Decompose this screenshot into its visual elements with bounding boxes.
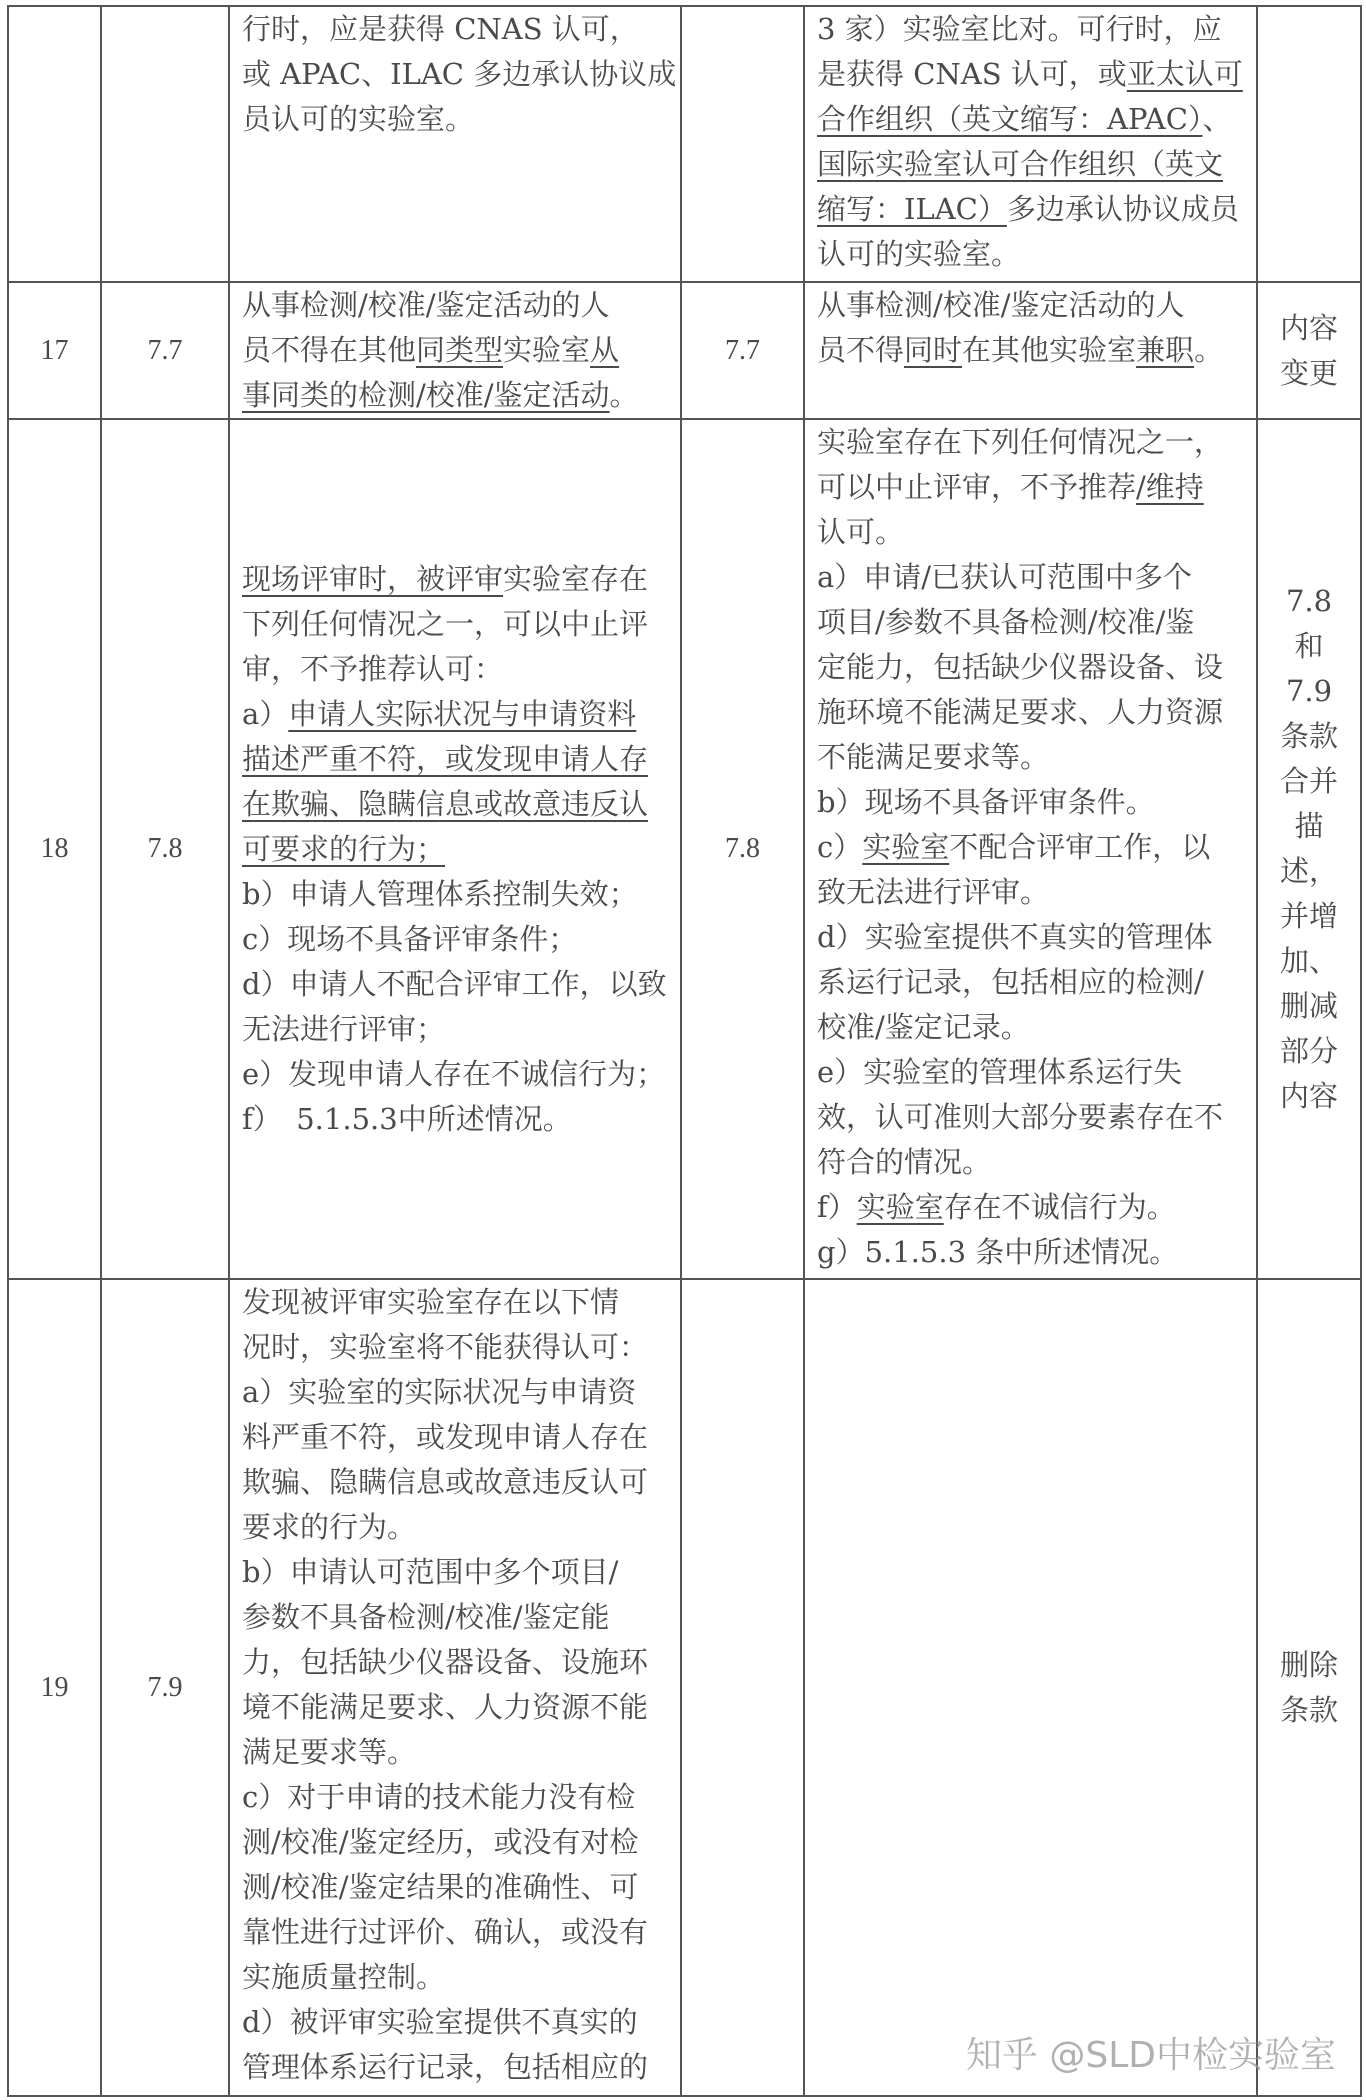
- text-segment: 实施质量控制。: [242, 1960, 446, 1994]
- table-row: [8, 419, 1361, 1279]
- text-line: [817, 510, 1256, 555]
- text-segment: 认可。: [817, 515, 905, 549]
- text-segment: 致无法进行评审。: [817, 875, 1050, 909]
- text-line: [817, 870, 1256, 915]
- text-segment: 定能力，包括缺少仪器设备、设: [817, 650, 1224, 684]
- text-line: [817, 1185, 1256, 1230]
- text-line: [242, 52, 680, 97]
- text-segment: c）对于申请的技术能力没有检: [242, 1780, 636, 1814]
- text-segment: b）申请人管理体系控制失效；: [242, 876, 638, 911]
- text-segment: 员认可的实验室。: [242, 102, 475, 136]
- text-segment: 多边承认协议成员: [1006, 192, 1239, 226]
- remark-line: 内容: [1279, 1079, 1338, 1113]
- text-line: [242, 1685, 680, 1730]
- old-clause-text: [229, 282, 681, 419]
- underlined-segment: 描述严重不符，或发现申请人存: [242, 741, 649, 776]
- old-clause-number: 7.7: [101, 282, 229, 419]
- text-line: [242, 917, 680, 962]
- new-clause-text: [804, 1279, 1257, 2096]
- text-line: [817, 232, 1256, 277]
- text-line: [242, 1370, 680, 1415]
- text-segment: c）: [817, 830, 863, 864]
- text-line: [817, 465, 1256, 510]
- text-segment: c）现场不具备评审条件；: [242, 921, 578, 956]
- text-segment: 审，不予推荐认可：: [242, 651, 504, 686]
- text-line: [242, 1550, 680, 1595]
- text-segment: 况时，实验室将不能获得认可：: [242, 1330, 649, 1364]
- text-segment: 境不能满足要求、人力资源不能: [242, 1690, 649, 1724]
- text-segment: 测/校准/鉴定经历，或没有对检: [242, 1825, 639, 1859]
- text-segment: 系运行记录，包括相应的检测/: [817, 965, 1204, 999]
- new-clause-text: [804, 282, 1257, 419]
- text-segment: 不能满足要求等。: [817, 740, 1050, 774]
- new-clause-number: 7.8: [681, 419, 804, 1279]
- underlined-segment: 可要求的行为；: [242, 831, 446, 866]
- text-line: [817, 915, 1256, 960]
- text-segment: 实验室存在下列任何情况之一，: [817, 425, 1224, 459]
- remark: [1257, 282, 1361, 419]
- text-line: [242, 328, 680, 373]
- remark-line: 7.8: [1285, 584, 1333, 618]
- text-segment: e）实验室的管理体系运行失: [817, 1055, 1183, 1089]
- text-segment: b）现场不具备评审条件。: [817, 785, 1155, 819]
- text-segment: 实验室存在: [503, 561, 649, 596]
- remark-line: 内容: [1279, 310, 1338, 345]
- text-segment: 行时，应是获得 CNAS 认可，: [242, 12, 639, 46]
- text-segment: 欺骗、隐瞒信息或故意违反认可: [242, 1465, 649, 1499]
- text-line: [817, 142, 1256, 187]
- text-segment: a）: [242, 696, 289, 731]
- text-line: [817, 645, 1256, 690]
- text-line: [242, 962, 680, 1007]
- text-line: [242, 647, 680, 692]
- text-line: [242, 2000, 680, 2045]
- underlined-segment: 实验室: [862, 830, 950, 864]
- text-line: [242, 373, 680, 418]
- text-segment: 可以中止评审，不予推荐: [817, 470, 1137, 504]
- text-segment: a）实验室的实际状况与申请资: [242, 1375, 637, 1409]
- text-segment: 从事检测/校准/鉴定活动的人: [242, 288, 610, 322]
- text-line: [817, 52, 1256, 97]
- text-line: [817, 690, 1256, 735]
- text-segment: 管理体系运行记录，包括相应的: [242, 2050, 649, 2084]
- underlined-segment: 国际实验室认可合作组织（英文: [817, 147, 1224, 181]
- text-segment: 施环境不能满足要求、人力资源: [817, 695, 1224, 729]
- remark: [1257, 419, 1361, 1279]
- text-segment: 符合的情况。: [817, 1145, 992, 1179]
- table-row: [8, 6, 1361, 282]
- text-segment: d）被评审实验室提供不真实的: [242, 2005, 638, 2039]
- text-segment: 从事检测/校准/鉴定活动的人: [817, 288, 1185, 322]
- remark-line: 删减: [1279, 989, 1338, 1023]
- text-segment: 在其他实验室: [962, 333, 1137, 367]
- text-segment: 。: [609, 378, 639, 412]
- text-line: [817, 960, 1256, 1005]
- remark: [1257, 6, 1361, 282]
- text-segment: 满足要求等。: [242, 1735, 417, 1769]
- text-segment: 是获得 CNAS 认可，或: [817, 57, 1127, 91]
- text-segment: 、: [1202, 102, 1232, 136]
- text-segment: g）5.1.5.3 条中所述情况。: [817, 1235, 1179, 1269]
- text-line: [242, 1280, 680, 1325]
- text-line: [242, 1325, 680, 1370]
- comparison-table: [7, 5, 1362, 2097]
- text-segment: e）发现申请人存在不诚信行为；: [242, 1056, 666, 1091]
- text-segment: f） 5.1.5.3中所述情况。: [242, 1101, 572, 1136]
- text-line: [817, 420, 1256, 465]
- row-number: 18: [8, 419, 101, 1279]
- text-line: [242, 1505, 680, 1550]
- old-clause-number: 7.9: [101, 1279, 229, 2096]
- text-line: [242, 7, 680, 52]
- text-line: [817, 735, 1256, 780]
- remark-line: 条款: [1279, 719, 1338, 753]
- text-segment: 发现被评审实验室存在以下情: [242, 1285, 620, 1319]
- text-segment: 项目/参数不具备检测/校准/鉴: [817, 605, 1195, 639]
- text-segment: 无法进行评审；: [242, 1011, 446, 1046]
- text-line: [817, 328, 1256, 373]
- remark-line: 条款: [1279, 1692, 1338, 1727]
- underlined-segment: /维持: [1136, 470, 1204, 504]
- text-line: [242, 1775, 680, 1820]
- old-clause-text: [229, 1279, 681, 2096]
- text-segment: f）: [817, 1190, 857, 1224]
- text-segment: d）申请人不配合评审工作，以致: [242, 966, 667, 1001]
- underlined-segment: 现场评审时，被评审: [242, 561, 504, 596]
- remark-line: 描: [1294, 809, 1324, 843]
- text-line: [242, 1730, 680, 1775]
- text-line: [242, 1910, 680, 1955]
- text-line: [817, 600, 1256, 645]
- text-segment: d）实验室提供不真实的管理体: [817, 920, 1213, 954]
- underlined-segment: 缩写：ILAC）: [817, 192, 1007, 226]
- text-line: [242, 737, 680, 782]
- text-segment: b）申请认可范围中多个项目/: [242, 1555, 619, 1589]
- text-line: [242, 283, 680, 328]
- underlined-segment: 兼职: [1136, 333, 1195, 367]
- text-line: [817, 1050, 1256, 1095]
- text-segment: 3 家）实验室比对。可行时，应: [817, 12, 1222, 46]
- text-line: [242, 1052, 680, 1097]
- text-segment: 。: [1194, 333, 1224, 367]
- table-row: [8, 282, 1361, 419]
- text-segment: 实验室: [503, 333, 591, 367]
- text-segment: 校准/鉴定记录。: [817, 1010, 1030, 1044]
- text-segment: 参数不具备检测/校准/鉴定能: [242, 1600, 610, 1634]
- text-line: [242, 1820, 680, 1865]
- text-line: [817, 283, 1256, 328]
- text-line: [242, 1007, 680, 1052]
- underlined-segment: 亚太认可: [1126, 57, 1243, 91]
- underlined-segment: 合作组织（英文缩写：APAC）: [817, 102, 1203, 136]
- remark-line: 加、: [1279, 944, 1338, 978]
- text-line: [242, 1640, 680, 1685]
- text-segment: 员不得在其他: [242, 333, 417, 367]
- row-number: 19: [8, 1279, 101, 2096]
- text-line: [817, 1230, 1256, 1275]
- underlined-segment: 申请人实际状况与申请资料: [288, 696, 637, 731]
- text-line: [242, 872, 680, 917]
- text-segment: 认可的实验室。: [817, 237, 1021, 271]
- text-line: [242, 602, 680, 647]
- underlined-segment: 实验室: [856, 1190, 944, 1224]
- text-line: [817, 1005, 1256, 1050]
- text-segment: 员不得: [817, 333, 905, 367]
- text-segment: 存在不诚信行为。: [943, 1190, 1176, 1224]
- text-line: [817, 555, 1256, 600]
- text-line: [242, 1415, 680, 1460]
- underlined-segment: 事同类的检测/校准/鉴定活动: [242, 378, 610, 412]
- text-segment: 测/校准/鉴定结果的准确性、可: [242, 1870, 639, 1904]
- text-line: [242, 1460, 680, 1505]
- text-segment: 效，认可准则大部分要素存在不: [817, 1100, 1224, 1134]
- new-clause-number: [681, 6, 804, 282]
- underlined-segment: 从: [590, 333, 620, 367]
- text-line: [242, 557, 680, 602]
- old-clause-text: [229, 6, 681, 282]
- underlined-segment: 在欺骗、隐瞒信息或故意违反认: [242, 786, 649, 821]
- old-clause-number: [101, 6, 229, 282]
- text-segment: a）申请/已获认可范围中多个: [817, 560, 1193, 594]
- remark-line: 变更: [1279, 355, 1338, 390]
- old-clause-number: 7.8: [101, 419, 229, 1279]
- text-segment: 不配合评审工作，以: [949, 830, 1211, 864]
- text-segment: 料严重不符，或发现申请人存在: [242, 1420, 649, 1454]
- text-segment: 要求的行为。: [242, 1510, 417, 1544]
- text-line: [817, 97, 1256, 142]
- remark-line: 合并: [1279, 764, 1338, 798]
- underlined-segment: 同时: [904, 333, 963, 367]
- remark-line: 并增: [1279, 899, 1338, 933]
- text-line: [817, 825, 1256, 870]
- text-line: [242, 1595, 680, 1640]
- remark-line: 和: [1294, 629, 1324, 663]
- text-line: [242, 782, 680, 827]
- text-line: [242, 1955, 680, 2000]
- remark-line: 删除: [1279, 1647, 1338, 1682]
- new-clause-number: 7.7: [681, 282, 804, 419]
- text-line: [242, 2045, 680, 2090]
- text-line: [242, 1865, 680, 1910]
- text-segment: 力，包括缺少仪器设备、设施环: [242, 1645, 649, 1679]
- text-line: [242, 1097, 680, 1142]
- remark-line: 述，: [1279, 854, 1338, 888]
- text-segment: 下列任何情况之一，可以中止评: [242, 606, 649, 641]
- row-number: [8, 6, 101, 282]
- new-clause-text: [804, 419, 1257, 1279]
- row-number: 17: [8, 282, 101, 419]
- text-line: [817, 1095, 1256, 1140]
- text-line: [817, 1140, 1256, 1185]
- text-line: [242, 827, 680, 872]
- text-segment: 靠性进行过评价、确认，或没有: [242, 1915, 649, 1949]
- remark: [1257, 1279, 1361, 2096]
- new-clause-number: [681, 1279, 804, 2096]
- text-line: [242, 692, 680, 737]
- watermark: 知乎 @SLD中检实验室: [965, 2035, 1336, 2076]
- text-segment: 或 APAC、ILAC 多边承认协议成: [242, 57, 677, 91]
- underlined-segment: 同类型: [416, 333, 504, 367]
- text-line: [817, 780, 1256, 825]
- remark-line: 7.9: [1285, 674, 1333, 708]
- remark-line: 部分: [1279, 1034, 1338, 1068]
- new-clause-text: [804, 6, 1257, 282]
- text-line: [817, 7, 1256, 52]
- table-row: [8, 1279, 1361, 2096]
- text-line: [817, 187, 1256, 232]
- text-line: [242, 97, 680, 142]
- old-clause-text: [229, 419, 681, 1279]
